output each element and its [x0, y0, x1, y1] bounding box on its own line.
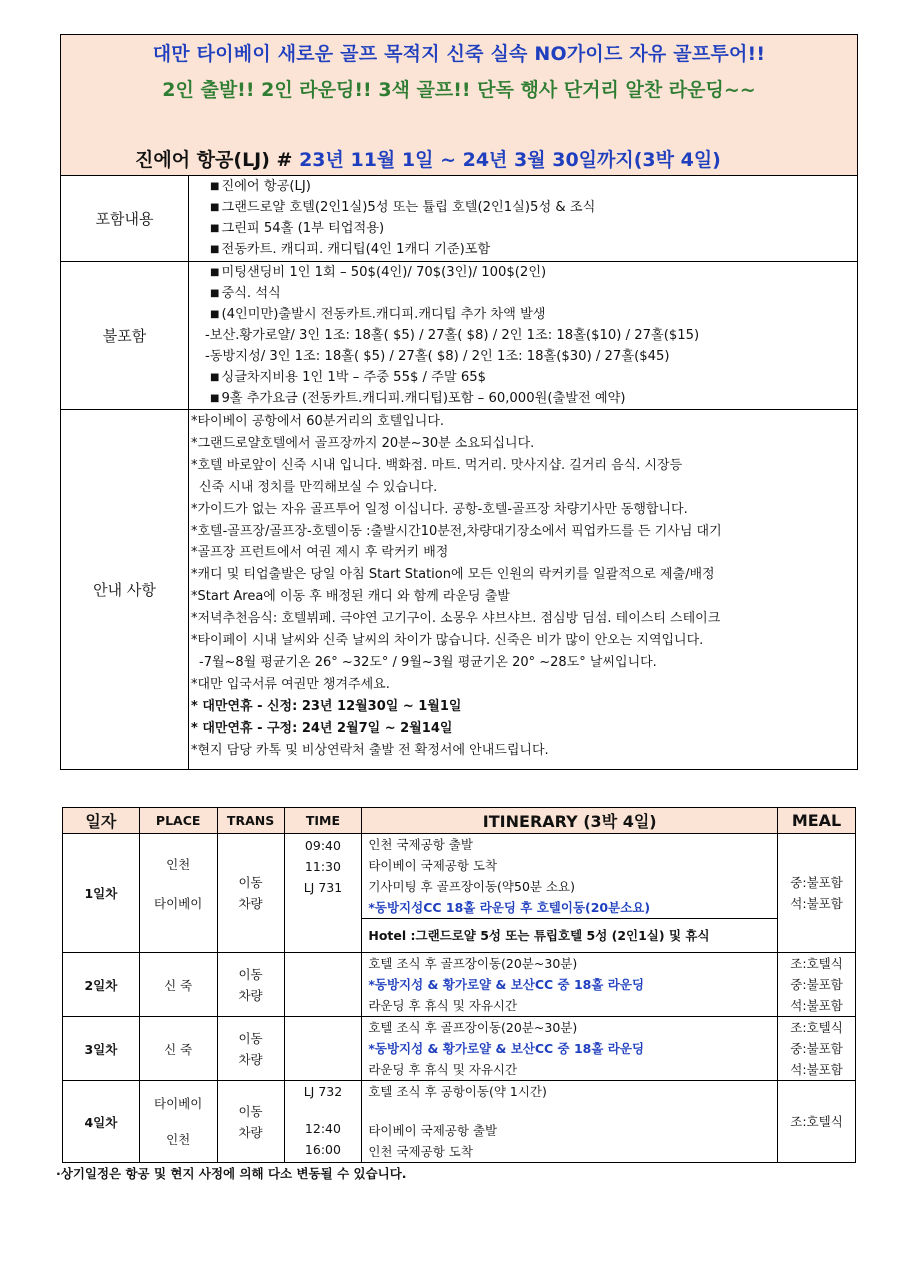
table-row — [63, 1081, 856, 1163]
meal-cell: 조:호텔식 — [778, 1081, 856, 1163]
square-bullet-icon: ■ — [210, 244, 220, 255]
meal-cell: 조:호텔식 중:불포함 석:불포함 — [778, 1017, 856, 1081]
table-row — [63, 953, 856, 1017]
square-bullet-icon: ■ — [210, 202, 220, 213]
col-day: 일자 — [63, 808, 140, 834]
itinerary-cell: 호텔 조식 후 골프장이동(20분~30분) *동방지성 & 황가로얄 & 보산CC 중 18홀 라운딩 라운딩 후 휴식 및 자유시간 — [362, 953, 778, 1017]
title-banner — [61, 35, 857, 176]
notice-line: 신죽 시내 정치를 만끽해보실 수 있습니다. — [199, 479, 438, 495]
col-place: PLACE — [139, 808, 217, 834]
table-row — [63, 1017, 856, 1081]
notice-label: 안내 사항 — [61, 410, 189, 769]
time-cell — [284, 1017, 362, 1081]
notice-line: *타이페이 시내 날씨와 신죽 날씨의 차이가 많습니다. 신죽은 비가 많이 안오는 지역입니다. — [191, 633, 704, 649]
notice-line: *타이베이 공항에서 60분거리의 호텔입니다. — [191, 414, 445, 429]
meal-cell: 중:불포함 석:불포함 — [778, 834, 856, 953]
notice-line: *그랜드로얄호텔에서 골프장까지 20분~30분 소요되십니다. — [191, 435, 535, 451]
itinerary-cell: 호텔 조식 후 공항이동(약 1시간) 타이베이 국제공항 출발 인천 국제공항 도착 — [362, 1081, 778, 1163]
notice-section — [61, 410, 857, 769]
holiday-line: * 대만연휴 - 구정: 24년 2월7일 ~ 2월14일 — [191, 720, 453, 736]
notice-line: *현지 담당 카톡 및 비상연락처 출발 전 확정서에 안내드립니다. — [191, 742, 549, 758]
time-cell — [284, 953, 362, 1017]
airline-label: 진에어 항공(LJ) # — [135, 149, 300, 171]
notice-line: *골프장 프런트에서 여권 제시 후 락커키 배정 — [191, 545, 449, 561]
col-trans: TRANS — [217, 808, 284, 834]
included-item: ■ 그랜드로얄 호텔(2인1실)5성 또는 튤립 호텔(2인1실)5성 & 조식 — [210, 200, 596, 215]
place-cell: 신 죽 — [139, 953, 217, 1017]
day-cell: 1일차 — [63, 834, 140, 953]
included-label: 포함내용 — [61, 176, 189, 261]
notice-line: *호텔 바로앞이 신죽 시내 입니다. 백화점. 마트. 먹거리. 맛사지샵. 길거리 음식. 시장등 — [191, 457, 683, 473]
excluded-detail: -보산.황가로얄/ 3인 1조: 18홀( $5) / 27홀( $8) / 2인 1조: 18홀($10) / 27홀($15) — [205, 328, 700, 343]
excluded-section — [61, 262, 857, 410]
trans-cell: 이동 차량 — [217, 1017, 284, 1081]
square-bullet-icon: ■ — [210, 309, 220, 320]
col-time: TIME — [284, 808, 362, 834]
notice-line: *Start Area에 이동 후 배정된 캐디 와 함께 라운딩 출발 — [191, 589, 510, 605]
place-cell: 타이베이 인천 — [139, 1081, 217, 1163]
time-cell: 09:40 11:30 LJ 731 — [284, 834, 362, 953]
notice-line: -7월~8월 평균기온 26° ~32도° / 9월~3월 평균기온 20° ~28도° 날씨입니다. — [199, 654, 657, 670]
excluded-item: ■ (4인미만)출발시 전동카트.캐디피.캐디팁 추가 차액 발생 — [210, 307, 546, 322]
place-cell: 인천 타이베이 — [139, 834, 217, 953]
period-label: 23년 11월 1일 ~ 24년 3월 30일까지(3박 4일) — [299, 149, 721, 171]
notice-line: *가이드가 없는 자유 골프투어 일정 이십니다. 공항-호텔-골프장 차량기사만 동행합니다. — [191, 501, 688, 517]
time-cell: LJ 732 12:40 16:00 — [284, 1081, 362, 1163]
square-bullet-icon: ■ — [210, 393, 220, 404]
included-section — [61, 176, 857, 262]
excluded-detail: -동방지성/ 3인 1조: 18홀( $5) / 27홀( $8) / 2인 1조: 18홀($30) / 27홀($45) — [205, 349, 670, 364]
trans-cell: 이동 차량 — [217, 834, 284, 953]
col-meal: MEAL — [778, 808, 856, 834]
excluded-item: ■ 중식. 석식 — [210, 286, 281, 301]
table-row — [63, 834, 856, 953]
square-bullet-icon: ■ — [210, 181, 220, 192]
headline-1: 대만 타이베이 새로운 골프 목적지 신죽 실속 NO가이드 자유 골프투어!! — [152, 43, 766, 65]
footer-note: ·상기일정은 항공 및 현지 사정에 의해 다소 변동될 수 있습니다. — [56, 1166, 407, 1181]
holiday-line: * 대만연휴 - 신정: 23년 12월30일 ~ 1월1일 — [191, 698, 462, 714]
day-cell: 3일차 — [63, 1017, 140, 1081]
meal-cell: 조:호텔식 중:불포함 석:불포함 — [778, 953, 856, 1017]
itinerary-table — [62, 807, 856, 1163]
notice-line: *캐디 및 티업출발은 당일 아침 Start Station에 모든 인원의 락커키를 일괄적으로 제출/배정 — [191, 567, 715, 583]
excluded-label: 불포함 — [61, 262, 189, 409]
notice-line: *대만 입국서류 여권만 챙겨주세요. — [191, 676, 390, 692]
notice-line: *호텔-골프장/골프장-호텔이동 :출발시간10분전,차량대기장소에서 픽업카드를 든 기사님 대기 — [191, 523, 722, 539]
square-bullet-icon: ■ — [210, 223, 220, 234]
headline-2: 2인 출발!! 2인 라운딩!! 3색 골프!! 단독 행사 단거리 알찬 라운딩~~ — [162, 79, 756, 101]
included-item: ■ 그린피 54홀 (1부 티업적용) — [210, 221, 385, 236]
notice-line: *저녁추천음식: 호텔뷔페. 극야연 고기구이. 소몽우 샤브샤브. 점심방 딤섬. 테이스티 스테이크 — [191, 611, 721, 627]
excluded-item: ■ 싱글차지비용 1인 1박 – 주중 55$ / 주말 65$ — [210, 370, 487, 385]
trans-cell: 이동 차량 — [217, 1081, 284, 1163]
square-bullet-icon: ■ — [210, 267, 220, 278]
itinerary-cell: 호텔 조식 후 골프장이동(20분~30분) *동방지성 & 황가로얄 & 보산CC 중 18홀 라운딩 라운딩 후 휴식 및 자유시간 — [362, 1017, 778, 1081]
itinerary-header-row — [63, 808, 856, 834]
excluded-item: ■ 미팅샌딩비 1인 1회 – 50$(4인)/ 70$(3인)/ 100$(2인) — [210, 265, 547, 280]
headline-3 — [135, 145, 721, 172]
col-itinerary: ITINERARY (3박 4일) — [362, 808, 778, 834]
day-cell: 4일차 — [63, 1081, 140, 1163]
place-cell: 신 죽 — [139, 1017, 217, 1081]
itinerary-cell: 인천 국제공항 출발 타이베이 국제공항 도착 기사미팅 후 골프장이동(약50분 소요) *동방지성CC 18홀 라운딩 후 호텔이동(20분소요) Hotel :그랜드로얄 5성 또는 튜립호텔 5성 (2인1실) 및 휴식 — [362, 834, 778, 953]
tour-info-box — [60, 34, 858, 770]
included-item: ■ 전동카트. 캐디피. 캐디팁(4인 1캐디 기준)포함 — [210, 242, 491, 257]
square-bullet-icon: ■ — [210, 372, 220, 383]
square-bullet-icon: ■ — [210, 288, 220, 299]
included-item: ■ 진에어 항공(LJ) — [210, 179, 311, 194]
excluded-item: ■ 9홀 추가요금 (전동카트.캐디피.캐디팁)포함 – 60,000원(출발전 예약) — [210, 391, 626, 406]
hotel-line: Hotel :그랜드로얄 5성 또는 튜립호텔 5성 (2인1실) 및 휴식 — [362, 918, 777, 952]
day-cell: 2일차 — [63, 953, 140, 1017]
trans-cell: 이동 차량 — [217, 953, 284, 1017]
